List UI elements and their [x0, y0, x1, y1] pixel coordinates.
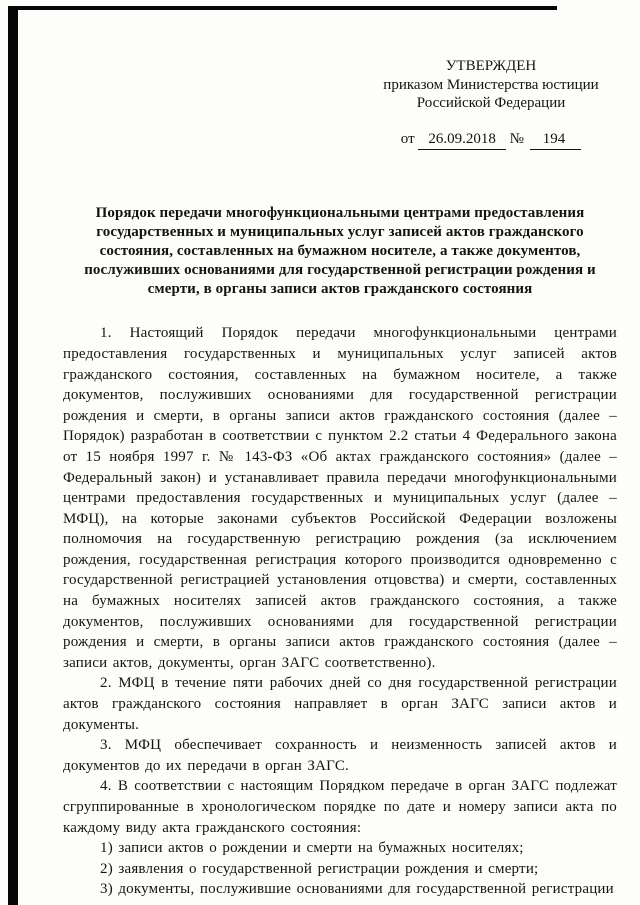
paragraph-4: 4. В соответствии с настоящим Порядком передаче в орган ЗАГС подлежат сгруппированные в хронологическом порядке по дате и номеру записи акта по каждому виду акта гражданского состояния:	[63, 778, 617, 836]
order-date-prefix: от	[400, 130, 415, 147]
approval-stamp	[373, 57, 609, 150]
approval-status: УТВЕРЖДЕН	[445, 58, 537, 74]
order-date-line	[373, 130, 609, 151]
paragraph-2: 2. МФЦ в течение пяти рабочих дней со дня государственной регистрации актов гражданского состояния направляет в орган ЗАГС записи актов и документы.	[63, 675, 617, 733]
paragraph-1: 1. Настоящий Порядок передачи многофункциональными центрами предоставления государственных и муниципальных услуг записей актов гражданского состояния, составленных на бумажном носителе, а также документов, послуживших основаниями для государственной регистрации рождения и смерти, в органы записи актов гражданского состояния (далее – Порядок) разработан в соответствии с пунктом 2.2 статьи 4 Федерального закона от 15 ноября 1997 г. № 143-ФЗ «Об актах гражданского состояния» (далее – Федеральный закон) и устанавливает правила передачи многофункциональными центрами предоставления государственных и муниципальных услуг (далее – МФЦ), на которые законами субъектов Российской Федерации возложены полномочия на государственную регистрацию рождения (за исключением рождения, государственная регистрация которого производится одновременно с государственной регистрацией установления отцовства) и смерти, составленных на бумажных носителях записей актов гражданского состояния, а также документов, послуживших основаниями для государственной регистрации рождения и смерти, в органы записи актов гражданского состояния (далее – записи актов, документы, орган ЗАГС соответственно).	[63, 325, 617, 671]
page-scan-border-left	[8, 6, 18, 905]
order-number: 194	[530, 130, 582, 151]
document-body	[63, 323, 617, 900]
order-date: 26.09.2018	[418, 130, 506, 151]
paragraph-3: 3. МФЦ обеспечивает сохранность и неизменность записей актов и документов до их передачи в орган ЗАГС.	[63, 737, 617, 774]
list-item-1: 1) записи актов о рождении и смерти на бумажных носителях;	[100, 840, 524, 857]
list-item-3: 3) документы, послужившие основаниями для государственной регистрации	[100, 881, 614, 898]
approval-by-line-2: Российской Федерации	[416, 95, 566, 112]
approval-by-line-1: приказом Министерства юстиции	[383, 76, 599, 93]
document-title: Порядок передачи многофункциональными центрами предоставления государственных и муниципальных услуг записей актов гражданского состояния, составленных на бумажном носителе, а также документов, послуживших основаниями для государственной регистрации рождения и смерти, в органы записи актов гражданского состояния	[84, 205, 596, 297]
list-item-2: 2) заявления о государственной регистрации рождения и смерти;	[100, 860, 539, 877]
document-content	[63, 0, 617, 900]
order-number-sign: №	[509, 130, 524, 147]
